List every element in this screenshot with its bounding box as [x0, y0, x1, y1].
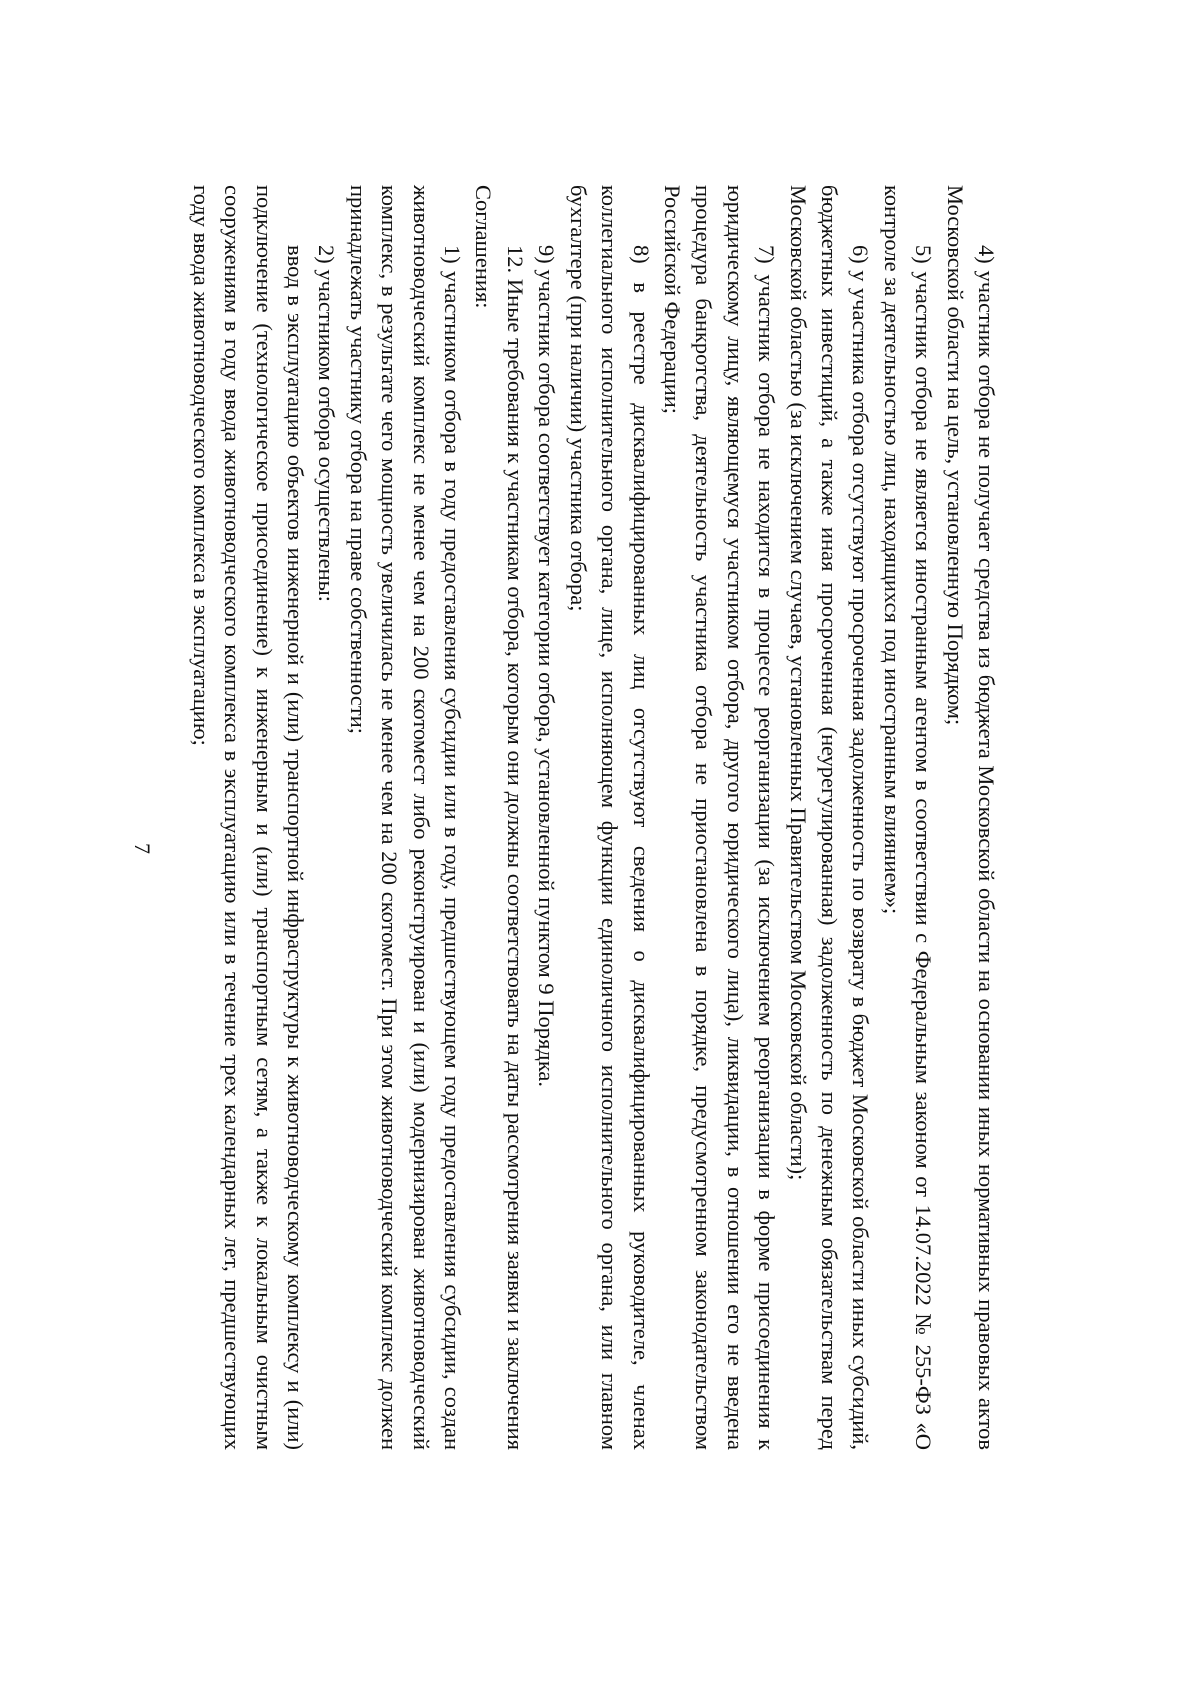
paragraph-item-9: 9) участник отбора соответствует категории отбора, установленной пунктом 9 Порядка. [534, 245, 560, 1088]
document-body [185, 185, 1002, 1450]
paragraph-section-12: 12. Иные требования к участникам отбора, которым они должны соответствовать на даты рассмотрения заявки и заключения Соглашения: [471, 185, 528, 1450]
page-number: 7 [130, 843, 155, 854]
paragraph-item-8: 8) в реестре дисквалифицированных лиц отсутствуют сведения о дисквалифицированных руководителе, членах коллегиального исполнительного органа, лице, исполняющем функции единоличного исполнительного органа, или главном бухгалтере (при наличии) участника отбора; [565, 185, 654, 1450]
paragraph-item-5: 5) участник отбора не является иностранным агентом в соответствии с Федеральным законом от 14.07.2022 № 255-ФЗ «О контроле за деятельностью лиц, находящихся под иностранным влиянием»; [879, 185, 937, 1450]
paragraph-item-6: 6) у участника отбора отсутствуют просроченная задолженность по возврату в бюджет Московской области иных субсидий, бюджетных инвестиций, а также иная просроченная (неурегулированная) задолженность по денежным обязательствам перед Московской областью (за исключением случаев, установленных Правительством Московской области); [785, 185, 874, 1450]
paragraph-item-7: 7) участник отбора не находится в процессе реорганизации (за исключением реорганизации в форме присоединения к юридическому лицу, являющемуся участником отбора, другого юридического лица), ликвидации, в отношении его не введена процедура банкротства, деятельность участника отбора не приостановлена в порядке, предусмотренном законодательством Российской Федерации; [659, 185, 780, 1450]
paragraph-section-12-item-2a: ввод в эксплуатацию объектов инженерной и (или) транспортной инфраструктуры к животноводческому комплексу и (или) подключение (технологическое присоединение) к инженерным и (или) транспортным сетям, а также к локальным очистным сооружениям в году ввода животноводческого комплекса в эксплуатацию или в течение трех календарных лет, предшествующих году ввода животноводческого комплекса в эксплуатацию; [188, 185, 309, 1450]
paragraph-section-12-item-2: 2) участником отбора осуществлены: [314, 245, 340, 603]
paragraph-section-12-item-1: 1) участником отбора в году предоставления субсидии или в году, предшествующем году предоставления субсидии, создан животноводческий комплекс не менее чем на 200 скотомест либо реконструирован и (или) модернизирован животноводческий комплекс, в результате чего мощность увеличилась не менее чем на 200 скотомест. При этом животноводческий комплекс должен принадлежать участнику отбора на праве собственности; [345, 185, 466, 1450]
paragraph-item-4: 4) участник отбора не получает средства из бюджета Московской области на основании иных нормативных правовых актов Московской области на цель, установленную Порядком; [942, 185, 999, 1450]
